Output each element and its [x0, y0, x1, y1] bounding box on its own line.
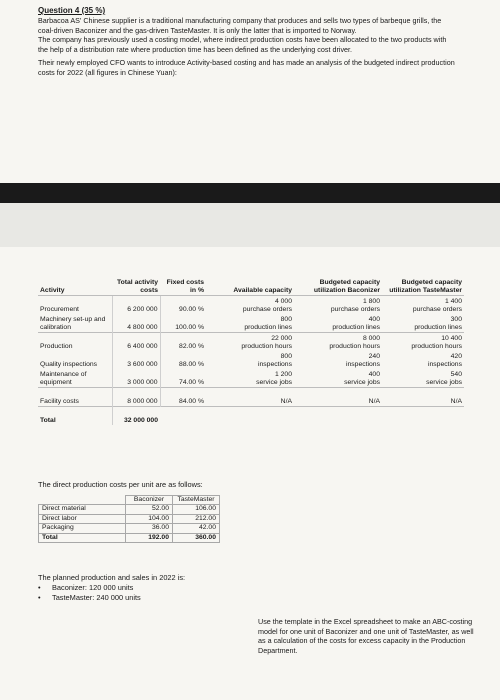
total-label: Total [38, 407, 112, 426]
total-cost-cell: 3 600 000 [112, 351, 160, 369]
capacity-cell-unit: inspections [257, 361, 292, 368]
dc-baconizer-value: 52.00 [126, 505, 173, 514]
table-row [38, 314, 464, 333]
capacity-cell [206, 369, 294, 388]
capacity-cell-value: 1 200 [274, 371, 292, 378]
activity-cell: Production [38, 333, 112, 352]
table-row [38, 388, 464, 407]
capacity-cell-value: 800 [280, 316, 292, 323]
tastemaster-cell [382, 351, 464, 369]
fixed-percent-cell: 90.00 % [160, 296, 206, 315]
header-fixed: Fixed costs in % [166, 279, 204, 294]
baconizer-cell-value: 400 [368, 316, 380, 323]
dc-tastemaster-value: 42.00 [173, 524, 220, 533]
direct-costs-caption: The direct production costs per unit are as follows: [38, 480, 203, 489]
dc-row [39, 505, 220, 514]
tastemaster-cell-unit: production lines [414, 324, 462, 331]
bottom-page [0, 247, 500, 700]
table-row [38, 296, 464, 315]
fixed-percent-cell: 84.00 % [160, 388, 206, 407]
baconizer-cell-unit: inspections [345, 361, 380, 368]
tastemaster-cell [382, 333, 464, 352]
intro-paragraph-1: Barbacoa AS' Chinese supplier is a traditional manufacturing company that produces and sells two types of barbeque grills, the coal-driven Baconizer and the gas-driven TasteMaster. It is only the latter that is imported to Norway. [38, 16, 442, 35]
baconizer-cell-value: 240 [368, 353, 380, 360]
page-gap [0, 203, 500, 247]
header-baconizer: Budgeted capacity utilization Baconizer [313, 279, 380, 294]
dc-label: Direct labor [39, 514, 126, 523]
baconizer-cell [294, 333, 382, 352]
capacity-cell [206, 351, 294, 369]
total-cost-cell: 8 000 000 [112, 388, 160, 407]
baconizer-cell [294, 296, 382, 315]
tastemaster-cell-unit: N/A [450, 398, 462, 405]
baconizer-cell [294, 388, 382, 407]
capacity-cell [206, 388, 294, 407]
tastemaster-cell-value: 1 400 [444, 298, 462, 305]
tastemaster-cell [382, 369, 464, 388]
activity-cell: Machinery set-up and calibration [40, 316, 106, 331]
dc-label: Direct material [39, 505, 126, 514]
dc-tastemaster-value: 106.00 [173, 505, 220, 514]
capacity-cell-unit: purchase orders [242, 306, 292, 313]
capacity-cell [206, 314, 294, 333]
baconizer-cell-unit: service jobs [344, 379, 380, 386]
dc-baconizer-value: 36.00 [126, 524, 173, 533]
total-cost-cell: 3 000 000 [112, 369, 160, 388]
baconizer-cell-unit: production lines [332, 324, 380, 331]
fixed-percent-cell: 82.00 % [160, 333, 206, 352]
dc-baconizer-value: 192.00 [126, 533, 173, 542]
direct-costs-table [38, 495, 220, 543]
dc-header-row [39, 496, 220, 505]
total-row [38, 407, 464, 426]
activity-cell: Procurement [38, 296, 112, 315]
total-value: 32 000 000 [112, 407, 160, 426]
intro-paragraph-3: Their newly employed CFO wants to introduce Activity-based costing and has made an analysis of the budgeted indirect production costs for 2022 (all figures in Chinese Yuan): [38, 58, 455, 77]
planned-caption: The planned production and sales in 2022 is: [38, 573, 186, 582]
dc-header-tastemaster: TasteMaster [173, 496, 220, 505]
baconizer-cell-unit: production hours [329, 343, 380, 350]
capacity-cell-unit: production lines [244, 324, 292, 331]
baconizer-cell-unit: N/A [368, 398, 380, 405]
activity-cell: Quality inspections [40, 361, 98, 368]
tastemaster-cell-value: 420 [450, 353, 462, 360]
dc-baconizer-value: 104.00 [126, 514, 173, 523]
tastemaster-cell [382, 388, 464, 407]
tastemaster-cell-unit: purchase orders [412, 306, 462, 313]
dc-label: Total [39, 533, 126, 542]
baconizer-cell-unit: purchase orders [330, 306, 380, 313]
baconizer-cell-value: 1 800 [362, 298, 380, 305]
baconizer-cell [294, 369, 382, 388]
tastemaster-cell-value: 540 [450, 371, 462, 378]
total-cost-cell: 6 200 000 [112, 296, 160, 315]
top-page [0, 0, 500, 183]
dc-tastemaster-value: 360.00 [173, 533, 220, 542]
baconizer-cell-value: 400 [368, 371, 380, 378]
planned-item-tastemaster: • TasteMaster: 240 000 units [38, 593, 141, 603]
tastemaster-cell-unit: production hours [411, 343, 462, 350]
fixed-percent-cell: 88.00 % [160, 351, 206, 369]
capacity-cell [206, 333, 294, 352]
activity-cost-table [38, 279, 464, 425]
header-total-costs: Total activity costs [116, 279, 158, 294]
tastemaster-cell [382, 314, 464, 333]
header-activity: Activity [40, 287, 65, 294]
capacity-cell-unit: production hours [241, 343, 292, 350]
planned-list [38, 583, 141, 603]
tastemaster-cell-value: 300 [450, 316, 462, 323]
header-row [38, 279, 464, 296]
dc-row [39, 533, 220, 542]
activity-cell: Facility costs [38, 388, 112, 407]
baconizer-cell [294, 314, 382, 333]
dc-label: Packaging [39, 524, 126, 533]
dc-row [39, 514, 220, 523]
intro-paragraph-2: The company has previously used a costing model, where indirect production costs have been allocated to the two products with the help of a distribution rate where production time has been defined as the underlying cost driver. [38, 35, 447, 54]
tastemaster-cell-unit: inspections [427, 361, 462, 368]
total-cost-cell: 6 400 000 [112, 333, 160, 352]
dark-band [0, 183, 500, 203]
table-row [38, 333, 464, 352]
baconizer-cell [294, 351, 382, 369]
capacity-cell-unit: service jobs [256, 379, 292, 386]
instruction-text: Use the template in the Excel spreadsheet to make an ABC-costing model for one unit of Baconizer and one unit of TasteMaster, as well as a calculation of the costs for excess capacity in the Production Department. [258, 617, 474, 655]
fixed-percent-cell: 74.00 % [160, 369, 206, 388]
capacity-cell-value: 800 [280, 353, 292, 360]
tastemaster-cell [382, 296, 464, 315]
capacity-cell-unit: N/A [280, 398, 292, 405]
baconizer-cell-value: 8 000 [362, 335, 380, 342]
intro-text [38, 16, 458, 82]
dc-header-baconizer: Baconizer [126, 496, 173, 505]
tastemaster-cell-value: 10 400 [441, 335, 462, 342]
fixed-percent-cell: 100.00 % [160, 314, 206, 333]
capacity-cell-value: 22 000 [271, 335, 292, 342]
dc-tastemaster-value: 212.00 [173, 514, 220, 523]
total-cost-cell: 4 800 000 [112, 314, 160, 333]
capacity-cell [206, 296, 294, 315]
table-row [38, 369, 464, 388]
table-row [38, 351, 464, 369]
activity-cell: Maintenance of equipment [40, 371, 87, 386]
capacity-cell-value: 4 000 [274, 298, 292, 305]
dc-row [39, 524, 220, 533]
planned-item-baconizer: • Baconizer: 120 000 units [38, 583, 141, 593]
tastemaster-cell-unit: service jobs [426, 379, 462, 386]
question-title: Question 4 (35 %) [38, 6, 106, 15]
header-capacity: Available capacity [233, 287, 292, 294]
header-tastemaster: Budgeted capacity utilization TasteMaster [389, 279, 462, 294]
